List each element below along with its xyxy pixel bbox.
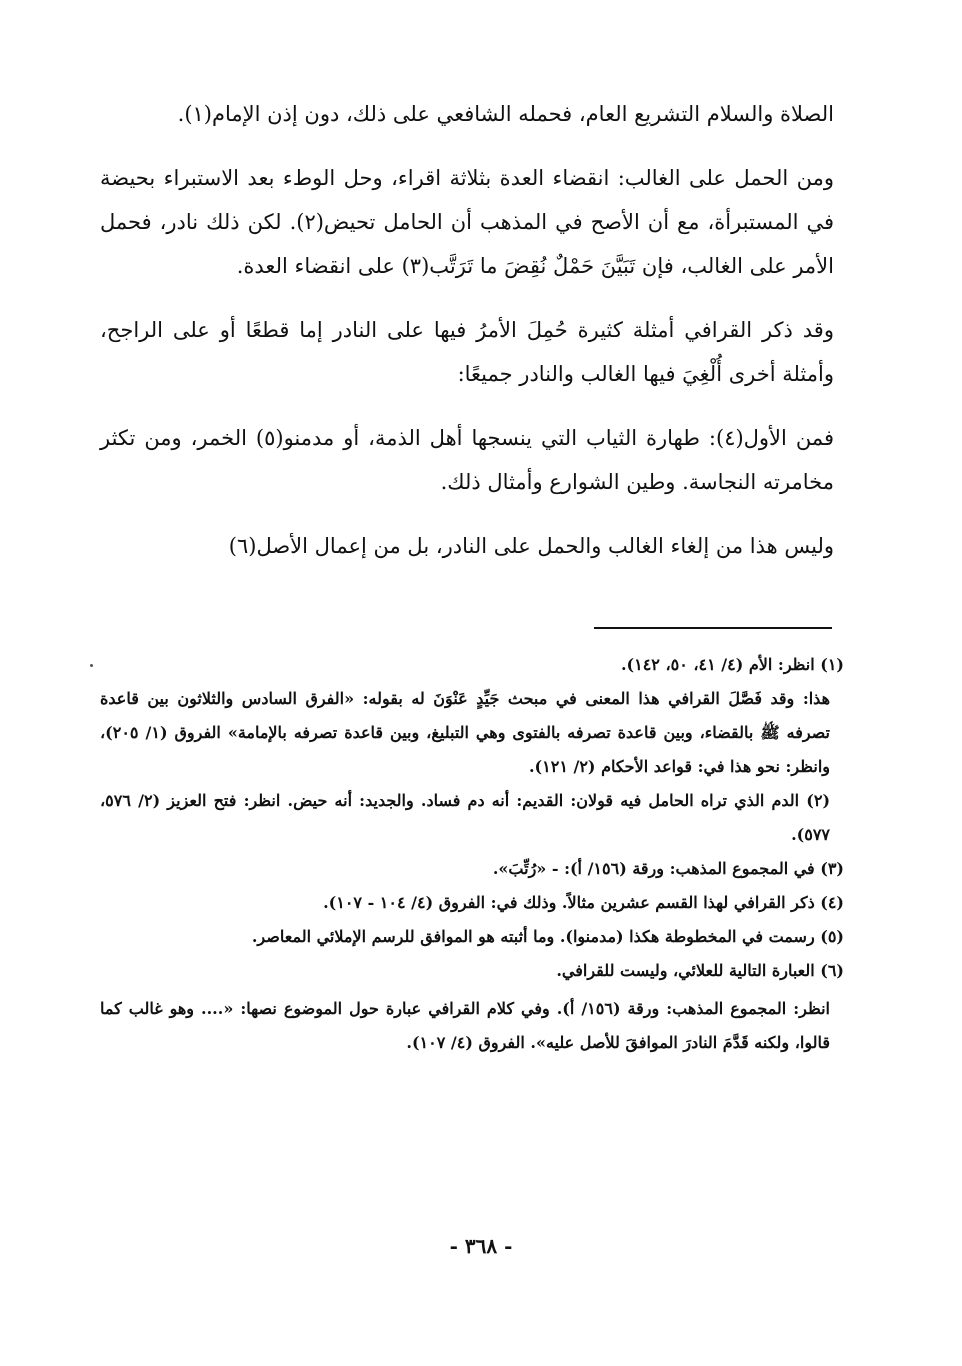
footnote-1-continuation: هذا: وقد فَصَّلَ القرافي هذا المعنى في مبحث جَيِّدٍ عَنْوَنَ له بقوله: «الفرق السادس والثلاثون بين قاعدة تصرفه ﷺ بالقضاء، وبين قاعدة تصرفه بالفتوى وهي التبليغ، وبين قاعدة تصرفه بالإمامة» الفروق (١/ ٢٠٥)، وانظر: نحو هذا في: قواعد الأحكام (٢/ ١٢١). [100,689,831,776]
body-paragraph-1: الصلاة والسلام التشريع العام، فحمله الشافعي على ذلك، دون إذن الإمام(١). [177,102,834,126]
footnote-separator [594,627,832,629]
footnote-3: (٣) في المجموع المذهب: ورقة (١٥٦/ أ): - «رُتِّبَ». [492,859,844,878]
body-paragraph-4: فمن الأول(٤): طهارة الثياب التي ينسجها أهل الذمة، أو مدمنو(٥) الخمر، ومن تكثر مخامرته النجاسة. وطين الشوارع وأمثال ذلك. [100,426,834,494]
footnotes [100,648,844,1060]
footnote-1: (١) انظر: الأم (٤/ ٤١، ٥٠، ١٤٢). [620,655,844,674]
main-text [100,92,834,588]
footnote-6: (٦) العبارة التالية للعلائي، وليست للقرافي. [556,961,844,980]
body-paragraph-5: وليس هذا من إلغاء الغالب والحمل على النادر، بل من إعمال الأصل(٦) [228,534,834,558]
body-paragraph-2: ومن الحمل على الغالب: انقضاء العدة بثلاثة اقراء، وحل الوطء بعد الاستبراء بحيضة في المستبرأة، مع أن الأصح في المذهب أن الحامل تحيض(٢). لكن ذلك نادر، فحمل الأمر على الغالب، فإن تَبَيَّنَ حَمْلٌ نُقِضَ ما تَرَتَّب(٣) على انقضاء العدة. [100,166,835,278]
footnote-4: (٤) ذكر القرافي لهذا القسم عشرين مثالاً. وذلك في: الفروق (٤/ ١٠٤ - ١٠٧). [323,893,844,912]
footnote-2: (٢) الدم الذي تراه الحامل فيه قولان: القديم: أنه دم فساد. والجديد: أنه حيض. انظر: فتح العزيز (٢/ ٥٧٦، ٥٧٧). [100,791,831,844]
page-number: - ٣٦٨ - [449,1234,513,1258]
footnote-5: (٥) رسمت في المخطوطة هكذا (مدمنوا). وما أثبته هو الموافق للرسم الإملائي المعاصر. [251,927,844,946]
scan-speck [90,664,93,667]
footnote-6-continuation: انظر: المجموع المذهب: ورقة (١٥٦/ أ). وفي كلام القرافي عبارة حول الموضوع نصها: «.... وهو غالب كما قالوا، ولكنه قَدَّمَ النادرَ الموافقَ للأصل عليه». الفروق (٤/ ١٠٧). [100,999,830,1052]
body-paragraph-3: وقد ذكر القرافي أمثلة كثيرة حُمِلَ الأمرُ فيها على النادر إما قطعًا أو على الراجح، وأمثلة أخرى أُلْغِيَ فيها الغالب والنادر جميعًا: [100,318,834,386]
